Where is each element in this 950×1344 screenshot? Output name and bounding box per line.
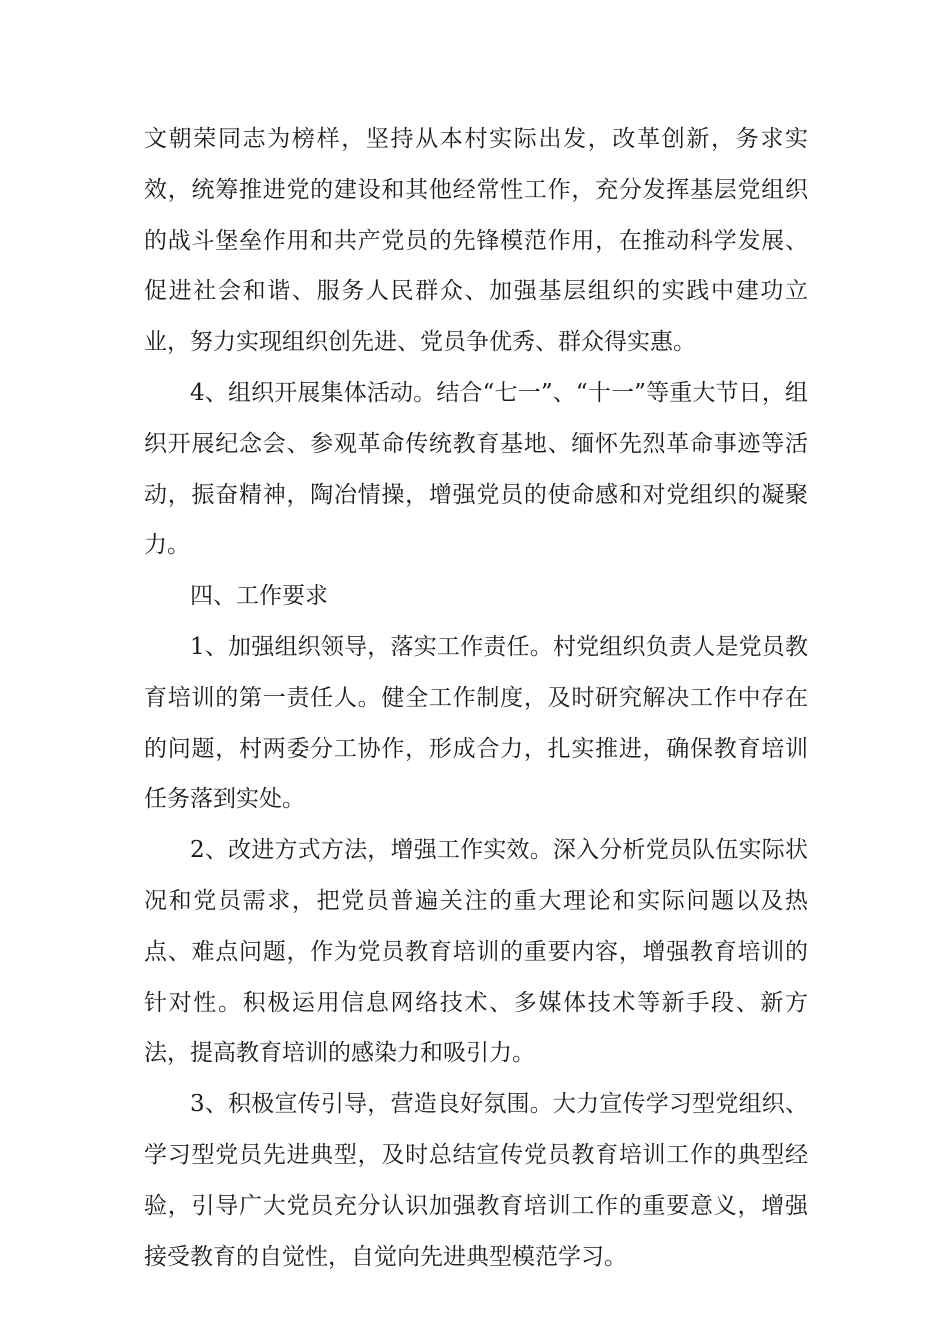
section-heading-work-requirements: 四、工作要求 bbox=[190, 583, 328, 610]
paragraph-requirement-2: 2、改进方式方法，增强工作实效。深入分析党员队伍实际状况和党员需求，把党员普遍关注的重大理论和实际问题以及热点、难点问题，作为党员教育培训的重要内容，增强教育培训的针对性。积极运用信息网络技术、多媒体技术等新手段、新方法，提高教育培训的感染力和吸引力。 bbox=[144, 837, 808, 1067]
paragraph-requirement-3: 3、积极宣传引导，营造良好氛围。大力宣传学习型党组织、学习型党员先进典型，及时总结宣传党员教育培训工作的典型经验，引导广大党员充分认识加强教育培训工作的重要意义，增强接受教育的自觉性，自觉向先进典型模范学习。 bbox=[144, 1091, 808, 1270]
paragraph-item-4: 4、组织开展集体活动。结合“七一”、“十一”等重大节日，组织开展纪念会、参观革命传统教育基地、缅怀先烈革命事迹等活动，振奋精神，陶冶情操，增强党员的使命感和对党组织的凝聚力。 bbox=[144, 379, 808, 559]
document-body bbox=[144, 114, 808, 1282]
paragraph-requirement-1: 1、加强组织领导，落实工作责任。村党组织负责人是党员教育培训的第一责任人。健全工作制度，及时研究解决工作中存在的问题，村两委分工协作，形成合力，扎实推进，确保教育培训任务落到实处。 bbox=[144, 633, 808, 813]
paragraph-continuation: 文朝荣同志为榜样，坚持从本村实际出发，改革创新，务求实效，统筹推进党的建设和其他经常性工作，充分发挥基层党组织的战斗堡垒作用和共产党员的先锋模范作用，在推动科学发展、促进社会和谐、服务人民群众、加强基层组织的实践中建功立业，努力实现组织创先进、党员争优秀、群众得实惠。 bbox=[144, 126, 808, 356]
